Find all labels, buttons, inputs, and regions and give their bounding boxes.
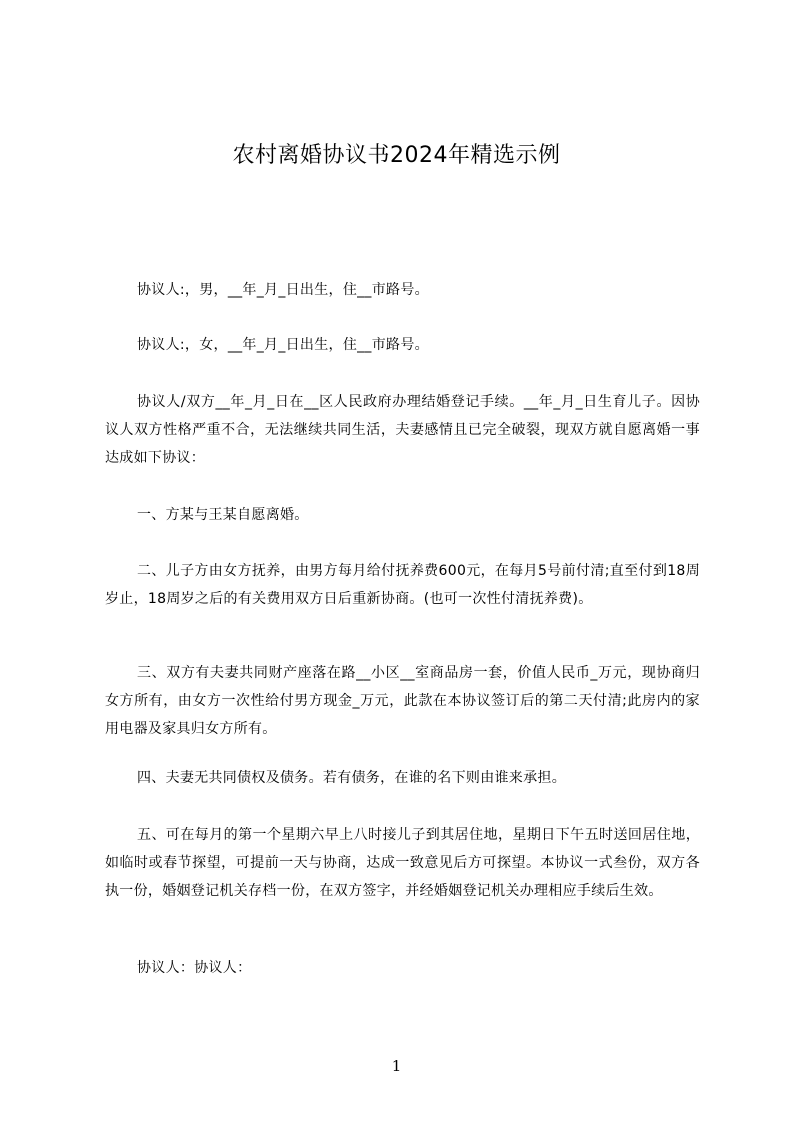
document-title: 农村离婚协议书2024年精选示例 [232,143,561,168]
paragraph-signatures: 协议人：协议人： [137,960,252,976]
paragraph-clause-5: 五、可在每月的第一个星期六早上八时接儿子到其居住地，星期日下午五时送回居住地，如临时或春节探望，可提前一天与协商，达成一致意见后方可探望。本协议一式叁份，双方各执一份，婚姻登记机关存档一份，在双方签字，并经婚姻登记机关办理相应手续后生效。 [105,827,700,899]
paragraph-clause-2: 二、儿子方由女方抚养，由男方每月给付抚养费600元，在每月5号前付清;直至付到18周岁止，18周岁之后的有关费用双方日后重新协商。(也可一次性付清抚养费)。 [105,563,700,607]
paragraph-clause-1: 一、方某与王某自愿离婚。 [137,507,309,523]
paragraph-preamble: 协议人/双方__年_月_日在__区人民政府办理结婚登记手续。__年_月_日生育儿子。因协议人双方性格严重不合，无法继续共同生活，夫妻感情且已完全破裂，现双方就自愿离婚一事达成如下协议： [105,394,700,466]
paragraph-clause-4: 四、夫妻无共同债权及债务。若有债务，在谁的名下则由谁来承担。 [137,770,566,786]
paragraph-clause-3: 三、双方有夫妻共同财产座落在路__小区__室商品房一套，价值人民币_万元，现协商归女方所有，由女方一次性给付男方现金_万元，此款在本协议签订后的第二天付清;此房内的家用电器及家具归女方所有。 [105,665,700,737]
paragraph-party-female: 协议人:，女，__年_月_日出生，住__市路号。 [137,337,429,353]
paragraph-party-male: 协议人:，男，__年_月_日出生，住__市路号。 [137,282,429,298]
page-number: 1 [391,1057,402,1075]
